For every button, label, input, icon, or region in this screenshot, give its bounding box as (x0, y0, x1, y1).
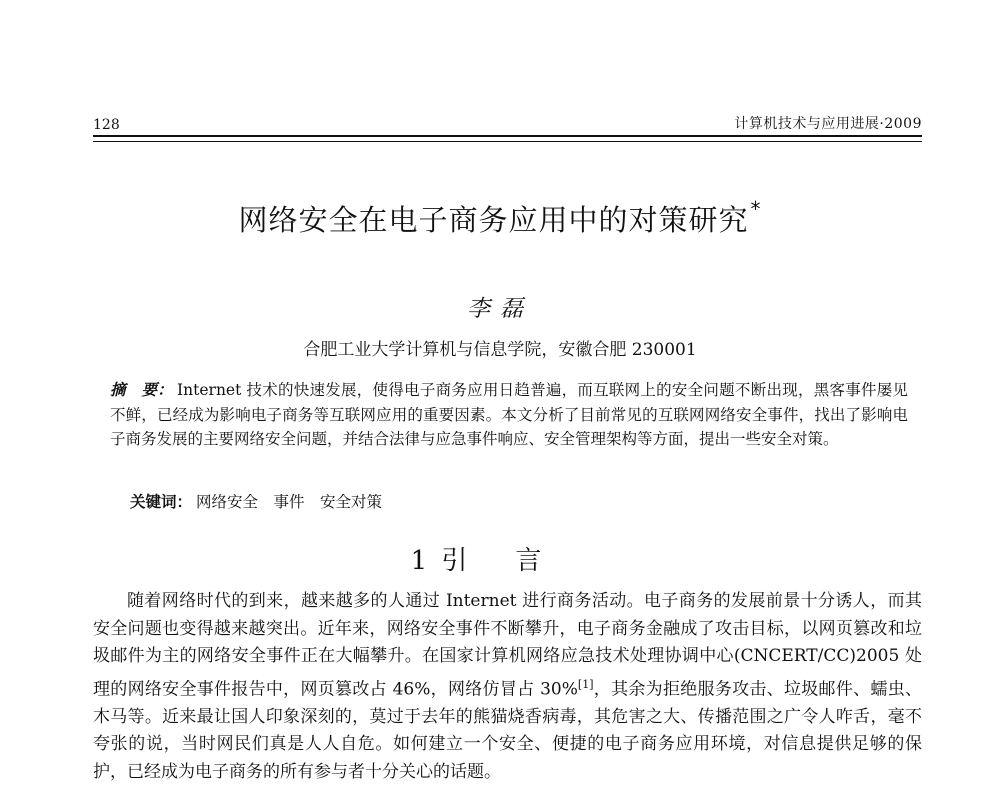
abstract (110, 378, 908, 452)
abstract-text: Internet 技术的快速发展，使得电子商务应用日趋普遍，而互联网上的安全问题不断出现，黑客事件屡见不鲜，已经成为影响电子商务等互联网应用的重要因素。本文分析了目前常见的互联网网络安全事件，找出了影响电子商务发展的主要网络安全问题，并结合法律与应急事件响应、安全管理架构等方面，提出一些安全对策。 (110, 381, 908, 448)
running-header (93, 113, 922, 135)
journal-name: 计算机技术与应用进展·2009 (734, 116, 922, 132)
author-name: 李磊 (467, 296, 533, 322)
body-paragraph (93, 588, 922, 786)
keywords (130, 490, 382, 514)
abstract-label: 摘 要： (110, 380, 174, 399)
body-paragraph-part-b: ，其余为拒绝服务攻击、垃圾邮件、蠕虫、木马等。近来最让国人印象深刻的，莫过于去年的熊猫烧香病毒，其危害之大、传播范围之广令人咋舌，毫不夸张的说，当时网民们真是人人自危。如何建立一个安全、便捷的电子商务应用环境，对信息提供足够的保护，已经成为电子商务的所有参与者十分关心的话题。 (93, 679, 922, 782)
header-rule-thin (93, 141, 922, 142)
body-paragraph-part-a: 随着网络时代的到来，越来越多的人通过 Internet 进行商务活动。电子商务的发展前景十分诱人，而其安全问题也变得越来越突出。近年来，网络安全事件不断攀升，电子商务金融成了攻击目标，以网页篡改和垃圾邮件为主的网络安全事件正在大幅攀升。在国家计算机网络应急技术处理协调中心(CNCERT/CC)2005 处理的网络安全事件报告中，网页篡改占 46%，网络仿冒占 30% (93, 591, 922, 700)
section-title: 引言 (441, 546, 590, 576)
section-number: 1 (410, 546, 430, 576)
keywords-label: 关键词： (130, 492, 193, 511)
header-rule-thick (93, 135, 922, 137)
page-number: 128 (93, 117, 120, 133)
section-heading (0, 540, 1000, 577)
body-text (93, 588, 922, 786)
author-affiliation: 合肥工业大学计算机与信息学院，安徽合肥 230001 (303, 340, 697, 360)
title-footnote-mark: * (750, 197, 762, 221)
citation-ref[interactable]: [1] (577, 677, 594, 691)
paper-title (0, 197, 1000, 239)
paper-title-text: 网络安全在电子商务应用中的对策研究 (238, 203, 749, 237)
keywords-text: 网络安全 事件 安全对策 (196, 493, 383, 511)
